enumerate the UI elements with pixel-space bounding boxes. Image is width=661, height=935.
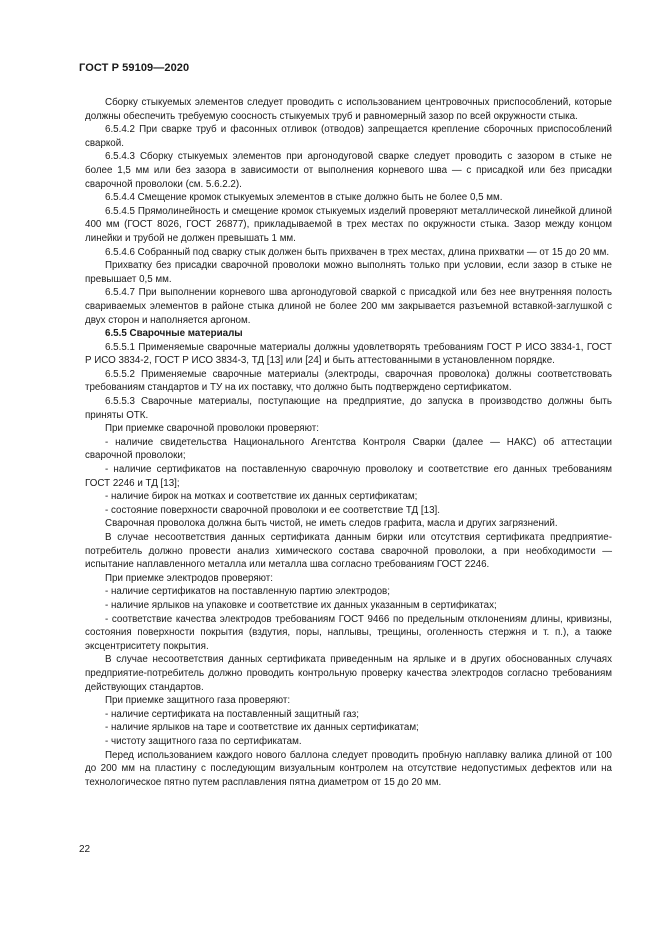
list-item: - наличие сертификата на поставленный защитный газ;: [105, 708, 359, 720]
paragraph: Прихватку без присадки сварочной проволоки можно выполнять только при условии, если зазор в стыке не превышает 0,5 мм.: [85, 260, 612, 285]
paragraph: 6.5.5.3 Сварочные материалы, поступающие на предприятие, до запуска в производство должны быть приняты ОТК.: [85, 396, 612, 421]
paragraph: В случае несоответствия данных сертификата приведенным на ярлыке и в других обоснованных случаях предприятие-потребитель должно проводить контрольную проверку качества электродов согласно требованиям действующих стандартов.: [85, 654, 612, 693]
list-item: - чистоту защитного газа по сертификатам.: [105, 735, 302, 747]
list-item: - состояние поверхности сварочной проволоки и ее соответствие ТД [13].: [105, 504, 440, 516]
section-heading: 6.5.5 Сварочные материалы: [105, 328, 243, 340]
paragraph: 6.5.4.4 Смещение кромок стыкуемых элементов в стыке должно быть не более 0,5 мм.: [105, 192, 503, 204]
list-item: - наличие сертификатов на поставленную сварочную проволоку и соответствие его данных требованиям ГОСТ 2246 и ТД [13];: [85, 464, 612, 489]
paragraph: Сварочная проволока должна быть чистой, не иметь следов графита, масла и других загрязнений.: [105, 518, 558, 530]
paragraph: Сборку стыкуемых элементов следует проводить с использованием центровочных приспособлений, которые должны обеспечить требуемую соосность стыкуемых труб и равномерный зазор по всей окружности стыка.: [85, 97, 612, 122]
page-number: 22: [79, 844, 91, 855]
paragraph: 6.5.4.5 Прямолинейность и смещение кромок стыкуемых изделий проверяют металлической линейкой длиной 400 мм (ГОСТ 8026, ГОСТ 26877), прикладываемой в трех местах по окружности стыка. Зазор между концом линейки и трубой не должен превышать 1 мм.: [85, 205, 612, 244]
paragraph: 6.5.4.7 При выполнении корневого шва аргонодуговой сваркой с присадкой или без нее внутренняя полость свариваемых элементов в районе стыка длиной не более 200 мм закрывается разъемной вставкой-заглушкой с двух сторон и наполняется аргоном.: [85, 287, 612, 326]
list-item: - наличие ярлыков на таре и соответствие их данных сертификатам;: [105, 722, 419, 734]
list-item: - соответствие качества электродов требованиям ГОСТ 9466 по предельным отклонениям длины, кривизны, состояния поверхности покрытия (вздутия, поры, наплывы, трещины, оголенность стержня и т. п.), а также эксцентриситету покрытия.: [85, 613, 612, 652]
list-item: - наличие свидетельства Национального Агентства Контроля Сварки (далее — НАКС) об аттестации сварочной проволоки;: [85, 436, 612, 462]
paragraph: В случае несоответствия данных сертификата данным бирки или отсутствия сертификата предприятие-потребитель должно провести анализ химического состава сварочной проволоки, а при необходимости — испытание наплавленного металла или металла шва согласно требованиям ГОСТ 2246.: [85, 532, 612, 571]
paragraph: 6.5.4.3 Сборку стыкуемых элементов при аргонодуговой сварке следует проводить с зазором в стыке не более 1,5 мм или без зазора в зависимости от выполнения корневого шва — с присадкой или без присадки сварочной проволоки (см. 5.6.2.2).: [85, 151, 612, 190]
list-item: - наличие бирок на мотках и соответствие их данных сертификатам;: [105, 491, 418, 503]
paragraph: При приемке защитного газа проверяют:: [105, 695, 291, 707]
paragraph: При приемке электродов проверяют:: [105, 572, 273, 584]
paragraph: 6.5.5.2 Применяемые сварочные материалы (электроды, сварочная проволока) должны соответствовать требованиям стандартов и ТУ на их поставку, что должно быть подтверждено сертификатом.: [85, 368, 612, 394]
page-header-standard-number: ГОСТ Р 59109—2020: [79, 62, 190, 74]
paragraph: Перед использованием каждого нового баллона следует проводить пробную наплавку валика длиной от 100 до 200 мм на пластину с последующим визуальным контролем на отсутствие недопустимых дефектов или на технологическое пятно путем расплавления пятна диаметром от 15 до 20 мм.: [85, 749, 612, 788]
document-body: [85, 96, 612, 789]
list-item: - наличие ярлыков на упаковке и соответствие их данных указанным в сертификатах;: [105, 599, 497, 611]
paragraph: 6.5.5.1 Применяемые сварочные материалы должны удовлетворять требованиям ГОСТ Р ИСО 3834-1, ГОСТ Р ИСО 3834-2, ГОСТ Р ИСО 3834-3, ТД [13] или [24] и быть аттестованными в установленном порядке.: [85, 341, 612, 367]
paragraph: При приемке сварочной проволоки проверяют:: [105, 423, 319, 435]
list-item: - наличие сертификатов на поставленную партию электродов;: [105, 586, 390, 598]
paragraph: 6.5.4.6 Собранный под сварку стык должен быть прихвачен в трех местах, длина прихватки — от 15 до 20 мм.: [105, 246, 610, 258]
paragraph: 6.5.4.2 При сварке труб и фасонных отливок (отводов) запрещается крепление сборочных приспособлений сваркой.: [85, 124, 612, 149]
